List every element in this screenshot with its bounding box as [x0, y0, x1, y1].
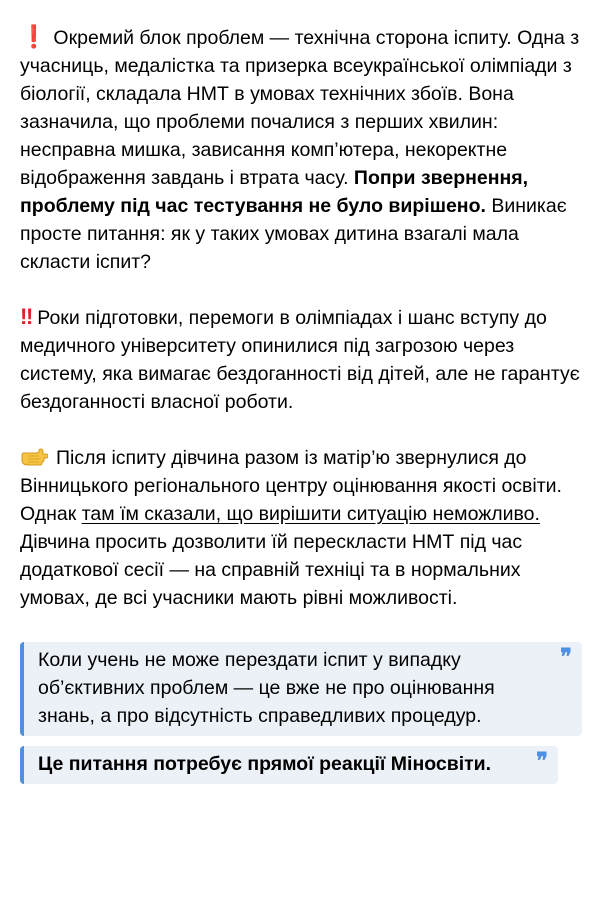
blockquote-fair-procedures: [20, 642, 582, 736]
paragraph-after-exam: [20, 444, 582, 612]
paragraph-text: Виникає просте питання: як у таких умовах дитина взагалі мала скласти іспит?: [20, 195, 567, 273]
blockquote-ministry-reaction: [20, 746, 558, 784]
quote-mark-icon: ❞: [536, 748, 548, 774]
double-exclamation-icon: ‼: [20, 304, 32, 329]
bold-text: Попри звернення, проблему під час тестування не було вирішено.: [20, 167, 529, 217]
quote-mark-icon: ❞: [560, 644, 572, 670]
paragraph-technical-issues: [20, 24, 582, 276]
quote-text: Коли учень не може перездати іспит у випадку об’єктивних проблем — це вже не про оцінювання знань, а про відсутність справедливих процедур.: [38, 649, 495, 727]
paragraph-text: Роки підготовки, перемоги в олімпіадах і шанс вступу до медичного університету опинилися під загрозою через систему, яка вимагає бездоганності від дітей, але не гарантує бездоганності власної роботи.: [20, 307, 580, 413]
paragraph-text: Окремий блок проблем — технічна сторона іспиту. Одна з учасниць, медалістка та призерка всеукраїнської олімпіади з біології, складала НМТ в умовах технічних збоїв. Вона зазначила, що проблеми почалися з перших хвилин: несправна мишка, зависання комп’ютера, некоректне відображення завдань і втрата часу.: [20, 27, 580, 189]
paragraph-text: Дівчина просить дозволити їй перескласти НМТ під час додаткової сесії — на справній техніці та в нормальних умовах, де всі учасники мають рівні можливості.: [20, 531, 523, 609]
paragraph-gap: [20, 276, 582, 304]
exclamation-icon: ❗: [20, 24, 48, 49]
paragraph-gap: [20, 416, 582, 444]
quote-text: Це питання потребує прямої реакції Міносвіти.: [38, 753, 492, 775]
underlined-text: там їм сказали, що вирішити ситуацію неможливо.: [81, 503, 540, 525]
paragraph-preparation: [20, 304, 582, 416]
pointing-hand-icon: [20, 447, 48, 467]
paragraph-text: Після іспиту дівчина разом із матір’ю звернулися до Вінницького регіонального центру оцінювання якості освіти. Однак: [20, 447, 562, 525]
